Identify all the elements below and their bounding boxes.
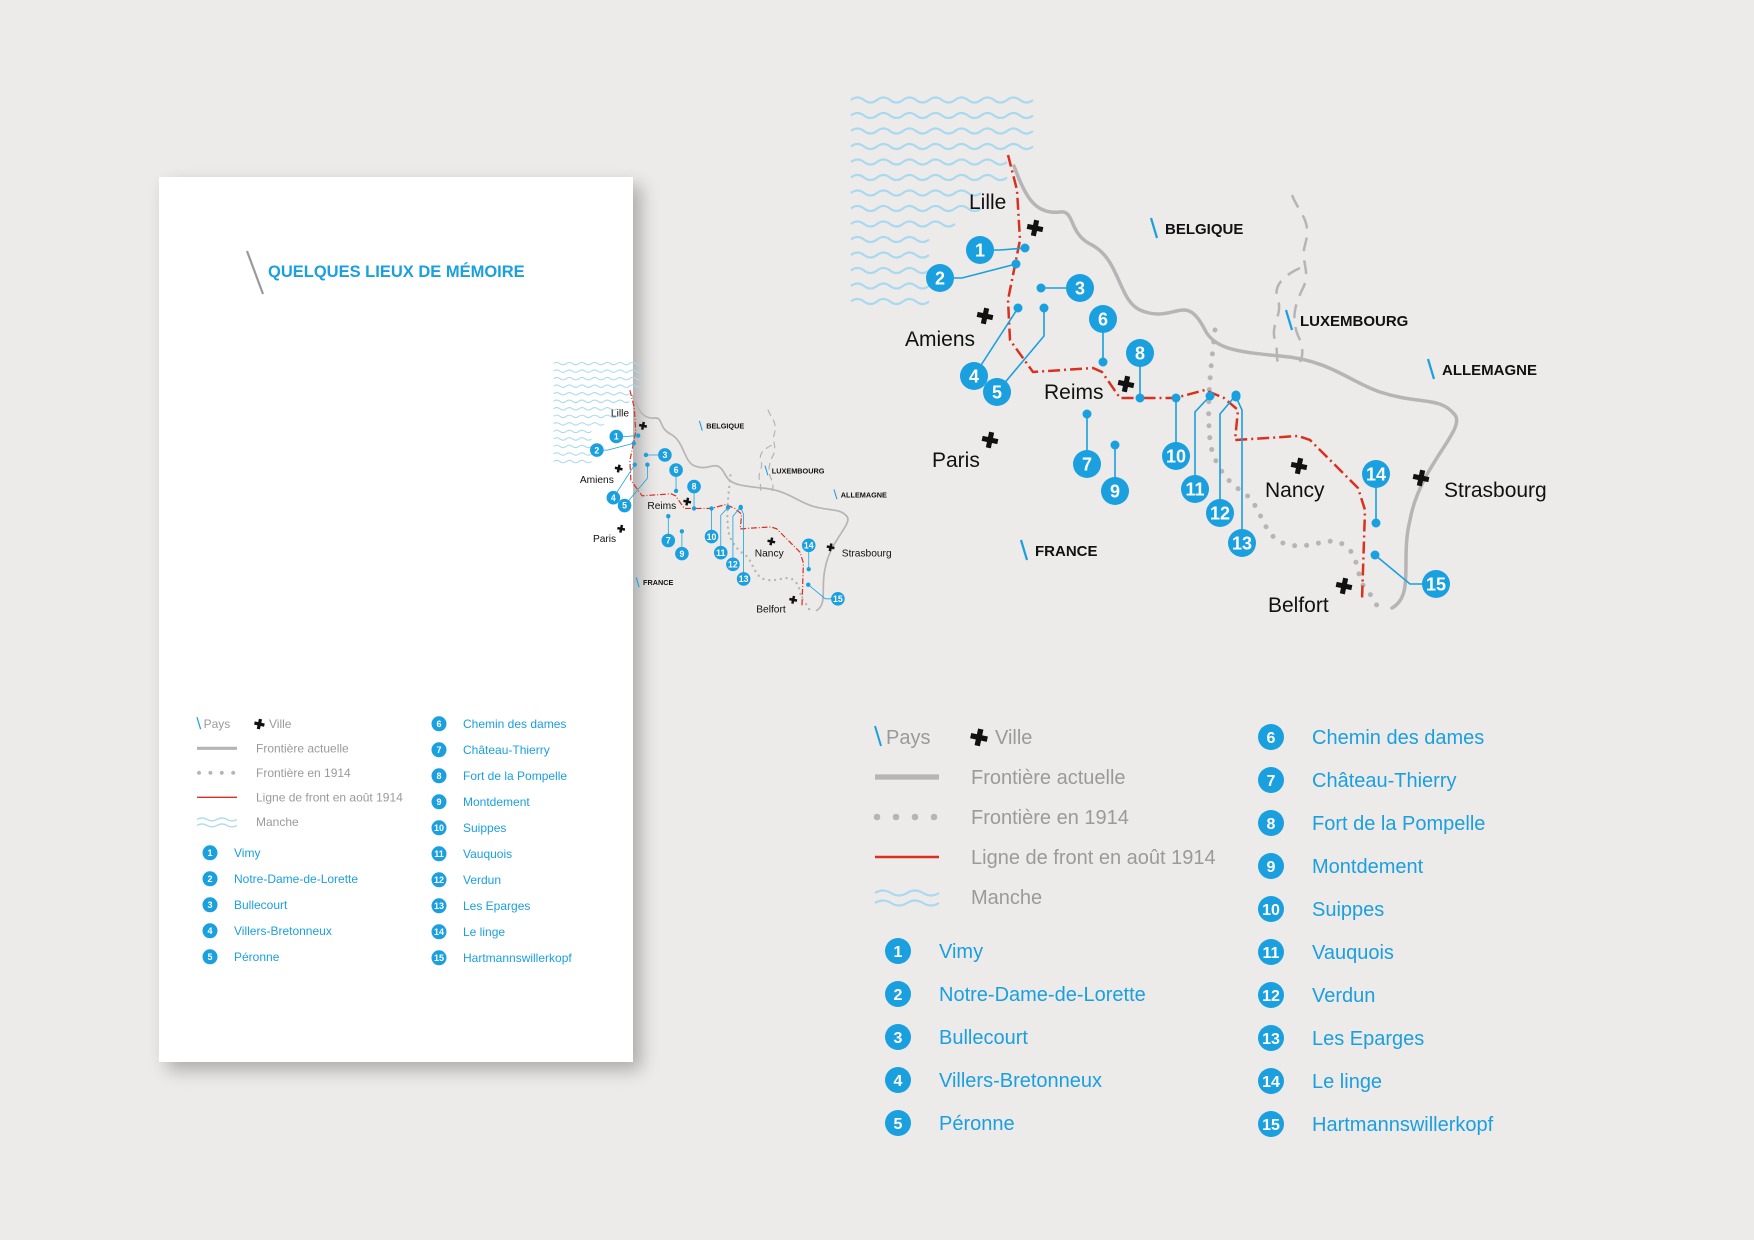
country-slash-belgique: [1151, 218, 1157, 238]
site-dot-9: [1111, 441, 1120, 450]
site-dot-13: [1232, 393, 1241, 402]
site-badge-5-number: 5: [622, 500, 627, 511]
site-badge-6-number: 6: [1097, 309, 1109, 330]
city-marker-nancy: [767, 537, 776, 546]
legend-site-7-badge-number: 7: [436, 745, 442, 756]
legend-site-13-name: Les Eparges: [1312, 1028, 1425, 1050]
country-slash-allemagne: [834, 489, 837, 499]
card-title: QUELQUES LIEUX DE MÉMOIRE: [268, 263, 525, 281]
country-label-luxembourg: LUXEMBOURG: [771, 466, 825, 476]
city-label-paris: Paris: [932, 449, 980, 472]
legend-site-10-badge-number: 10: [433, 823, 445, 834]
city-marker-belfort: [1335, 577, 1354, 596]
site-dot-11: [726, 505, 730, 509]
legend-site-11-name: Vauquois: [463, 847, 513, 861]
site-badge-13-number: 13: [738, 574, 749, 585]
wave-line: [851, 160, 1007, 165]
legend-site-3-badge-number: 3: [207, 900, 213, 911]
site-dot-1: [636, 433, 640, 437]
legend-site-3-name: Bullecourt: [234, 898, 288, 912]
legend-site-12-name: Verdun: [1312, 985, 1376, 1007]
large-legend: [875, 724, 1494, 1137]
legend-site-14-name: Le linge: [1312, 1071, 1383, 1093]
legend-frontiere-1914: Frontière en 1914: [256, 766, 351, 780]
legend-site-13-name: Les Eparges: [463, 899, 531, 913]
legend-site-2-name: Notre-Dame-de-Lorette: [939, 984, 1146, 1006]
site-dot-9: [680, 529, 684, 533]
site-dot-8: [1136, 394, 1145, 403]
site-badge-10-number: 10: [706, 531, 717, 542]
city-label-amiens: Amiens: [579, 475, 614, 487]
legend-site-11-badge-number: 11: [434, 849, 444, 860]
site-badge-3-number: 3: [1074, 278, 1086, 299]
wave-line: [851, 284, 929, 289]
legend-site-2-name: Notre-Dame-de-Lorette: [234, 872, 359, 886]
site-dot-11: [1206, 392, 1215, 401]
city-marker-lille: [638, 421, 647, 430]
legend-site-8-name: Fort de la Pompelle: [463, 769, 568, 783]
legend-frontiere-actuelle: Frontière actuelle: [971, 767, 1126, 789]
legend-site-1-name: Vimy: [939, 941, 984, 963]
wave-line: [851, 144, 1033, 149]
legend-site-9-name: Montdement: [463, 795, 530, 809]
site-badge-7-number: 7: [1081, 454, 1093, 475]
country-label-belgique: BELGIQUE: [1165, 221, 1244, 238]
legend-site-5-name: Péronne: [939, 1113, 1015, 1135]
legend-site-6-badge-number: 6: [1266, 729, 1276, 747]
site-badge-12-number: 12: [728, 559, 738, 570]
city-label-reims: Reims: [1044, 381, 1104, 404]
legend-site-12-badge-number: 12: [1262, 987, 1280, 1005]
city-marker-reims: [683, 497, 692, 506]
legend-site-3-name: Bullecourt: [939, 1027, 1028, 1049]
legend-site-14-badge-number: 14: [1262, 1073, 1280, 1091]
legend-ville-marker: [969, 727, 989, 747]
site-badge-10-number: 10: [1165, 446, 1187, 467]
legend-manche-symbol-1: [875, 891, 939, 896]
site-badge-8-number: 8: [691, 481, 697, 492]
site-dot-4: [1014, 304, 1023, 313]
city-marker-nancy: [1290, 457, 1309, 476]
site-badge-5-number: 5: [991, 382, 1003, 403]
legend-site-15-badge-number: 15: [1262, 1116, 1280, 1134]
legend-site-1-badge-number: 1: [893, 943, 903, 961]
city-label-belfort: Belfort: [1268, 594, 1329, 617]
city-marker-reims: [1117, 375, 1136, 394]
legend-pays-slash: [875, 726, 881, 746]
legend-site-11-name: Vauquois: [1312, 942, 1394, 964]
legend-site-12-badge-number: 12: [433, 875, 445, 886]
country-label-allemagne: ALLEMAGNE: [1442, 362, 1537, 379]
country-slash-france: [1021, 540, 1027, 560]
city-label-amiens: Amiens: [905, 328, 976, 351]
site-dot-1: [1021, 244, 1030, 253]
legend-site-5-badge-number: 5: [207, 952, 213, 963]
legend-site-4-name: Villers-Bretonneux: [234, 924, 332, 938]
city-marker-lille: [1026, 219, 1045, 238]
site-badge-13-number: 13: [1231, 533, 1253, 554]
site-dot-3: [1037, 284, 1046, 293]
city-label-strasbourg: Strasbourg: [841, 548, 892, 560]
legend-site-14-badge-number: 14: [433, 927, 445, 938]
luxembourg-border-east: [768, 410, 775, 491]
site-dot-7: [1083, 410, 1092, 419]
legend-site-3-badge-number: 3: [893, 1029, 903, 1047]
legend-site-6-name: Chemin des dames: [1312, 727, 1485, 749]
site-dot-2: [1012, 260, 1021, 269]
country-slash-luxembourg: [1286, 310, 1292, 330]
site-dot-5: [1040, 304, 1049, 313]
legend-manche-symbol-2: [875, 901, 939, 906]
wave-line: [851, 113, 1033, 118]
site-dot-14: [1372, 519, 1381, 528]
legend-ville: Ville: [995, 727, 1033, 749]
site-badge-15-number: 15: [1425, 574, 1447, 595]
country-slash-allemagne: [1428, 359, 1434, 379]
legend-site-15-name: Hartmannswillerkopf: [463, 951, 572, 965]
site-dot-10: [1172, 394, 1181, 403]
site-badge-9-number: 9: [1109, 481, 1121, 502]
legend-site-13-badge-number: 13: [1262, 1030, 1280, 1048]
city-label-strasbourg: Strasbourg: [1444, 479, 1547, 502]
legend-site-10-badge-number: 10: [1262, 901, 1280, 919]
site-leader-12: [733, 507, 741, 564]
site-badge-2-number: 2: [594, 445, 600, 456]
legend-site-15-name: Hartmannswillerkopf: [1312, 1114, 1494, 1136]
site-leader-12: [1220, 395, 1236, 513]
site-dot-10: [709, 506, 713, 510]
legend-site-2-badge-number: 2: [207, 874, 213, 885]
legend-site-12-name: Verdun: [463, 873, 502, 887]
country-label-belgique: BELGIQUE: [706, 421, 745, 431]
site-dot-15: [806, 583, 810, 587]
legend-pays: Pays: [886, 727, 931, 749]
legend-pays: Pays: [203, 717, 231, 731]
wave-line: [851, 175, 1007, 180]
wave-line: [851, 222, 955, 227]
city-label-nancy: Nancy: [754, 548, 784, 560]
site-dot-3: [644, 453, 648, 457]
site-badge-12-number: 12: [1209, 503, 1231, 524]
country-slash-belgique: [699, 421, 702, 431]
luxembourg-border-east: [1292, 195, 1307, 362]
large-map: [851, 98, 1547, 618]
wave-line: [851, 191, 981, 196]
legend-site-9-name: Montdement: [1312, 856, 1424, 878]
site-dot-4: [633, 463, 637, 467]
legend-site-9-badge-number: 9: [1266, 858, 1276, 876]
large-map-content: [851, 98, 1547, 618]
wave-line: [851, 253, 929, 258]
legend-site-5-badge-number: 5: [893, 1115, 903, 1133]
site-dot-6: [1099, 358, 1108, 367]
legend-site-5-name: Péronne: [234, 950, 280, 964]
wave-line: [851, 129, 1033, 134]
legend-site-1-name: Vimy: [234, 846, 261, 860]
site-leader-11: [1195, 396, 1210, 489]
site-badge-11-number: 11: [716, 547, 726, 558]
site-badge-14-number: 14: [1365, 464, 1387, 485]
legend-ville: Ville: [269, 717, 292, 731]
site-badge-3-number: 3: [662, 450, 668, 461]
country-label-allemagne: ALLEMAGNE: [840, 490, 887, 500]
legend-site-4-name: Villers-Bretonneux: [939, 1070, 1103, 1092]
country-slash-france: [636, 577, 639, 587]
wave-line: [851, 299, 929, 304]
site-badge-15-number: 15: [833, 593, 843, 604]
legend-site-1-badge-number: 1: [207, 848, 213, 859]
legend-site-15-badge-number: 15: [433, 953, 445, 964]
legend-site-6-badge-number: 6: [436, 719, 442, 730]
site-badge-8-number: 8: [1134, 343, 1146, 364]
legend-site-7-name: Château-Thierry: [463, 743, 550, 757]
city-label-paris: Paris: [592, 533, 617, 545]
legend-site-8-badge-number: 8: [436, 771, 442, 782]
city-label-belfort: Belfort: [756, 604, 786, 616]
site-leader-11: [721, 507, 728, 552]
legend-site-4-badge-number: 4: [207, 926, 213, 937]
site-badge-9-number: 9: [679, 548, 685, 559]
country-label-france: FRANCE: [643, 578, 674, 588]
legend-ligne-front: Ligne de front en août 1914: [971, 847, 1216, 869]
site-badge-1-number: 1: [613, 431, 619, 442]
site-dot-5: [645, 463, 649, 467]
legend-site-2-badge-number: 2: [893, 986, 903, 1004]
site-badge-11-number: 11: [1185, 479, 1205, 500]
legend-site-7-badge-number: 7: [1266, 772, 1276, 790]
city-marker-amiens: [976, 307, 995, 326]
country-label-france: FRANCE: [1035, 543, 1098, 560]
site-leader-5: [997, 308, 1044, 392]
site-dot-15: [1371, 551, 1380, 560]
legend-site-4-badge-number: 4: [893, 1072, 903, 1090]
legend-site-9-badge-number: 9: [436, 797, 442, 808]
city-label-lille: Lille: [610, 408, 630, 420]
legend-site-10-name: Suippes: [1312, 899, 1385, 921]
site-dot-6: [674, 489, 678, 493]
legend-site-8-name: Fort de la Pompelle: [1312, 813, 1486, 835]
site-badge-14-number: 14: [803, 540, 814, 551]
site-badge-6-number: 6: [673, 465, 679, 476]
legend-site-7-name: Château-Thierry: [1312, 770, 1457, 792]
site-badge-2-number: 2: [934, 268, 946, 289]
legend-frontiere-1914: Frontière en 1914: [971, 807, 1129, 829]
city-label-reims: Reims: [647, 500, 677, 512]
legend-site-10-name: Suippes: [463, 821, 507, 835]
legend-site-13-badge-number: 13: [433, 901, 445, 912]
site-badge-4-number: 4: [968, 366, 980, 387]
country-label-luxembourg: LUXEMBOURG: [1300, 313, 1409, 330]
wave-line: [851, 206, 981, 211]
legend-site-14-name: Le linge: [463, 925, 506, 939]
legend-site-8-badge-number: 8: [1266, 815, 1276, 833]
card-background: [159, 177, 633, 1062]
wave-line: [851, 237, 929, 242]
site-dot-14: [807, 567, 811, 571]
site-badge-4-number: 4: [610, 492, 616, 503]
city-label-nancy: Nancy: [1265, 479, 1325, 502]
site-dot-13: [739, 506, 743, 510]
wave-line: [851, 98, 1033, 103]
site-badge-1-number: 1: [974, 240, 986, 261]
legend-frontiere-actuelle: Frontière actuelle: [256, 741, 349, 756]
site-dot-2: [632, 441, 636, 445]
country-slash-luxembourg: [765, 466, 768, 476]
site-dot-8: [692, 506, 696, 510]
site-dot-7: [666, 514, 670, 518]
legend-site-6-name: Chemin des dames: [463, 717, 567, 731]
city-marker-paris: [981, 431, 1000, 450]
wave-line: [851, 268, 929, 273]
legend-manche: Manche: [971, 887, 1043, 909]
legend-site-11-badge-number: 11: [1262, 944, 1280, 962]
site-badge-7-number: 7: [665, 535, 671, 546]
legend-ligne-front: Ligne de front en août 1914: [256, 790, 403, 805]
legend-manche: Manche: [256, 815, 299, 829]
city-marker-belfort: [789, 595, 798, 604]
city-label-lille: Lille: [969, 191, 1007, 214]
